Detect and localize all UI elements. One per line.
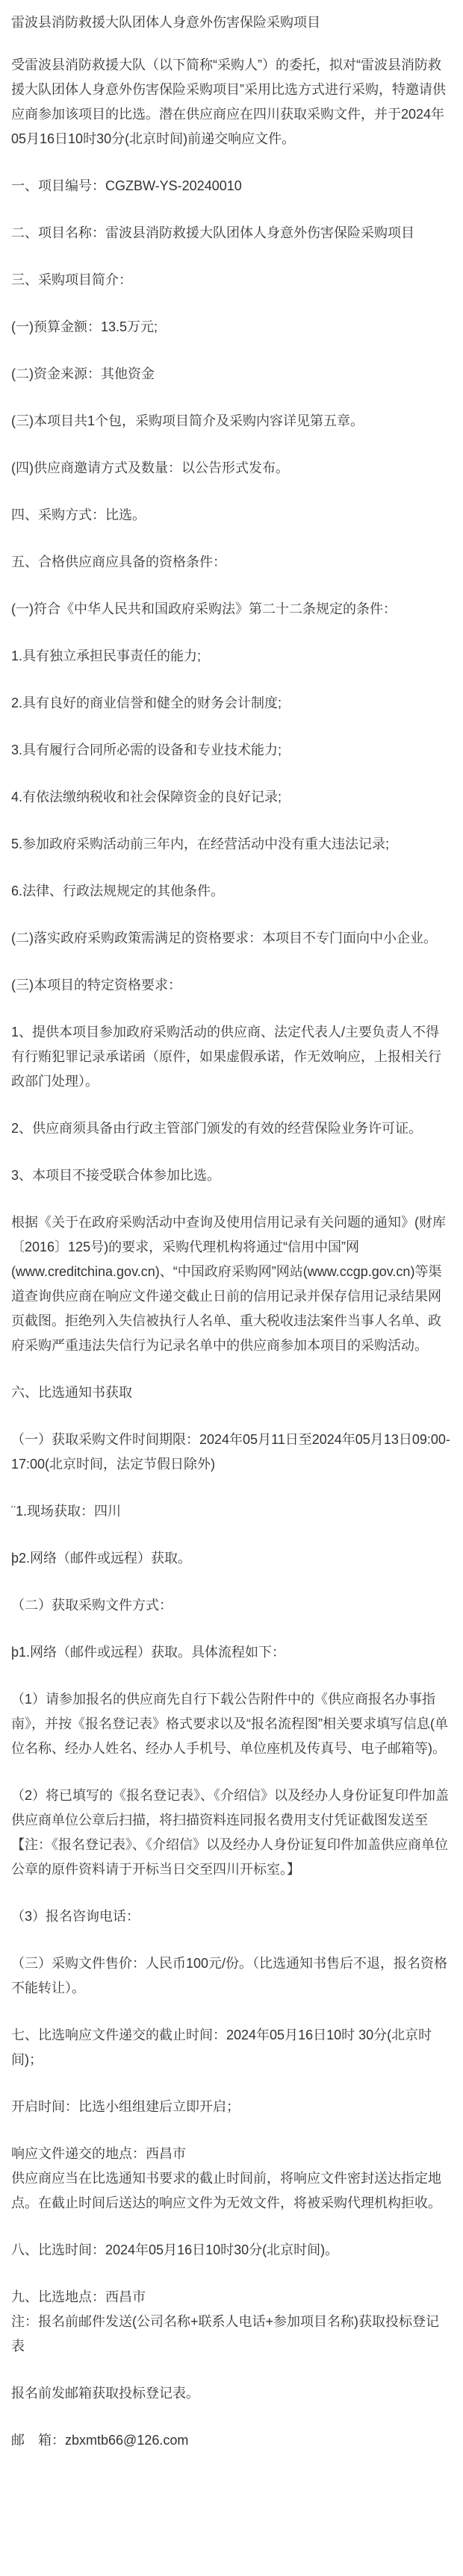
notice-step: （1）请参加报名的供应商先自行下载公告附件中的《供应商报名办事指南》，并按《报名登记表》格式要求以及“报名流程图”相关要求填写信息(单位名称、经办人姓名、经办人手机号、单位座机及传真号、电子邮箱等)。 — [11, 1692, 448, 1756]
notice-price: （三）采购文件售价：人民币100元/份。（比选通知书售后不退，报名资格不能转让）。 — [11, 1956, 448, 1995]
email-label: 邮 箱： — [11, 2433, 65, 2448]
notice-onsite-option: ¨1.现场获取：四川 — [11, 1504, 122, 1519]
notice-heading: 六、比选通知书获取 — [11, 1385, 132, 1400]
project-name: 二、项目名称：雷波县消防救援大队团体人身意外伤害保险采购项目 — [11, 225, 414, 240]
notice-method-heading: （二）获取采购文件方式： — [11, 1598, 173, 1613]
intro-paragraph: 受雷波县消防救援大队（以下简称“采购人”）的委托，拟对“雷波县消防救援大队团体人身意外伤害保险采购项目”采用比选方式进行采购，特邀请供应商参加该项目的比选。潜在供应商应在四川获取采购文件，并于2024年05月16日10时30分(北京时间)前递交响应文件。 — [11, 57, 446, 146]
submission-location-block — [11, 2142, 452, 2216]
notice-step: （3）报名咨询电话： — [11, 1909, 140, 1924]
specific-qualification-item: 1、提供本项目参加政府采购活动的供应商、法定代表人/主要负责人不得有行贿犯罪记录承诺函（原件，如果虚假承诺，作无效响应，上报相关行政部门处理）。 — [11, 1025, 441, 1089]
qualification-item: 6.法律、行政法规规定的其他条件。 — [11, 884, 225, 898]
selection-place-note: 注：报名前邮件发送(公司名称+联系人电话+参加项目名称)获取投标登记表 — [11, 2314, 440, 2354]
qualifications-heading: 五、合格供应商应具备的资格条件： — [11, 554, 226, 569]
qualification-item: 1.具有独立承担民事责任的能力; — [11, 648, 202, 663]
qualifications-policy: (二)落实政府采购政策需满足的资格要求：本项目不专门面向中小企业。 — [11, 931, 437, 945]
qualification-item: 4.有依法缴纳税收和社会保障资金的良好记录; — [11, 790, 282, 804]
qualification-item: 3.具有履行合同所必需的设备和专业技术能力; — [11, 743, 282, 757]
credit-record-note: 根据《关于在政府采购活动中查询及使用信用记录有关问题的通知》(财库〔2016〕125号)的要求，采购代理机构将通过“信用中国”网(www.creditchina.gov.cn)、“中国政府采购网”网站(www.ccgp.gov.cn)等渠道查询供应商在响应文件递交截止日前的信用记录并保存信用记录结果网页截图。拒绝列入失信被执行人名单、重大税收违法案件当事人名单、政府采购严重违法失信行为记录名单中的供应商参加本项目的采购活动。 — [11, 1215, 446, 1353]
project-number: 一、项目编号：CGZBW-YS-20240010 — [11, 178, 242, 193]
qualification-item: 2.具有良好的商业信誉和健全的财务会计制度; — [11, 695, 282, 710]
notice-step: （2）将已填写的《报名登记表》、《介绍信》以及经办人身份证复印件加盖供应商单位公章后扫描，将扫描资料连同报名费用支付凭证截图发送至【注：《报名登记表》、《介绍信》以及经办人身份证复印件加盖供应商单位公章的原件资料请于开标当日交至四川开标室。】 — [11, 1788, 450, 1877]
selection-place-block — [11, 2285, 452, 2359]
specific-qualifications-heading: (三)本项目的特定资格要求： — [11, 978, 181, 992]
qualifications-law-heading: (一)符合《中华人民共和国政府采购法》第二十二条规定的条件： — [11, 601, 397, 616]
notice-method-online: þ1.网络（邮件或远程）获取。具体流程如下： — [11, 1645, 286, 1660]
registration-note: 报名前发邮箱获取投标登记表。 — [11, 2386, 199, 2401]
specific-qualification-item: 3、本项目不接受联合体参加比选。 — [11, 1168, 221, 1183]
summary-packages: (三)本项目共1个包，采购项目简介及采购内容详见第五章。 — [11, 413, 364, 428]
submission-location-note: 供应商应当在比选通知书要求的截止时间前，将响应文件密封送达指定地点。在截止时间后送达的响应文件为无效文件，将被采购代理机构拒收。 — [11, 2171, 441, 2210]
submission-location: 响应文件递交的地点：西昌市 — [11, 2146, 186, 2161]
submission-opening: 开启时间：比选小组组建后立即开启； — [11, 2099, 240, 2114]
procurement-method: 四、采购方式：比选。 — [11, 507, 146, 522]
summary-invitation: (四)供应商邀请方式及数量：以公告形式发布。 — [11, 460, 289, 475]
email-address: zbxmtb66@126.com — [65, 2433, 189, 2448]
contact-email-line — [11, 2428, 452, 2453]
specific-qualification-item: 2、供应商须具备由行政主管部门颁发的有效的经营保险业务许可证。 — [11, 1121, 423, 1136]
selection-time: 八、比选时间：2024年05月16日10时30分(北京时间)。 — [11, 2242, 339, 2257]
page-title: 雷波县消防救援大队团体人身意外伤害保险采购项目 — [11, 15, 320, 30]
submission-deadline: 七、比选响应文件递交的截止时间：2024年05月16日10时 30分(北京时间)； — [11, 2028, 432, 2067]
summary-heading: 三、采购项目简介： — [11, 272, 132, 287]
selection-place: 九、比选地点：西昌市 — [11, 2289, 146, 2304]
summary-funding: (二)资金来源：其他资金 — [11, 366, 155, 381]
notice-online-option: þ2.网络（邮件或远程）获取。 — [11, 1551, 192, 1566]
notice-period: （一）获取采购文件时间期限：2024年05月11日至2024年05月13日09:00-17:00(北京时间，法定节假日除外) — [11, 1432, 450, 1472]
summary-budget: (一)预算金额：13.5万元; — [11, 319, 158, 334]
qualification-item: 5.参加政府采购活动前三年内，在经营活动中没有重大违法记录; — [11, 837, 390, 851]
